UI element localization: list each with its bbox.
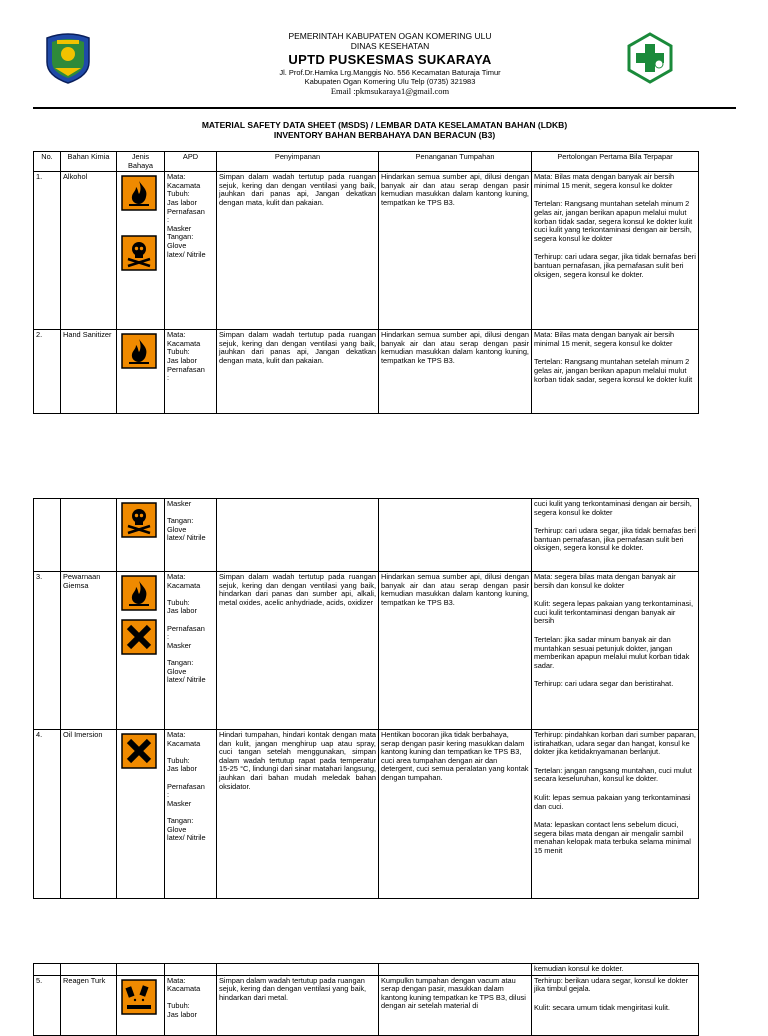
apd-respiration: Pernafasan : — [167, 206, 205, 225]
apd-body: Tubuh: Jas labor — [167, 347, 197, 365]
col-header-spill: Penanganan Tumpahan — [379, 152, 532, 172]
harmful-x-icon — [121, 619, 157, 655]
storage-cell: Simpan dalam wadah tertutup pada ruangan sejuk, kering dan dengan ventilasi yang baik, jauhkan dari panas api, Jangan dekatkan dengan mata, kulit dan pakaian. — [217, 330, 379, 414]
empty-cell — [165, 964, 217, 976]
apd-mask: Masker — [167, 798, 192, 808]
first-aid-ingest: Tertelan: jangan rangsang muntahan, cuci mulut secara keseluruhan, konsul ke dokter. — [534, 765, 692, 784]
apd-hand: Tangan: Glove latex/ Nitrile — [167, 657, 206, 685]
storage-cell: Simpan dalam wadah tertutup pada ruangan sejuk, kering dan dengan ventilasi yang baik, jauhkan dari panas api, Jangan dekatkan dengan mata, kulit dan pakaian. — [217, 172, 379, 330]
title-line: MATERIAL SAFETY DATA SHEET (MSDS) / LEMBAR DATA KESELAMATAN BAHAN (LDKB) — [201, 120, 568, 130]
flammable-icon — [121, 575, 157, 611]
first-aid-cell: kemudian konsul ke dokter. — [532, 964, 699, 976]
apd-cell — [165, 975, 217, 1035]
apd-hand: Tangan: Glove latex/ Nitrile — [167, 232, 206, 259]
col-header-apd: APD — [165, 152, 217, 172]
table-row — [34, 172, 699, 330]
apd-cell — [165, 730, 217, 899]
department-name: DINAS KESEHATAN — [350, 41, 430, 51]
first-aid-inhale: Terhirup: cari udara segar, jika tidak bernafas beri bantuan pernafasan, jika pernafasan sulit beri oksigen, segera konsul ke dokter. — [534, 252, 696, 279]
corrosive-icon — [121, 979, 157, 1015]
apd-respiration: Pernafasan : — [167, 623, 205, 642]
apd-eye: Mata: Kacamata — [167, 975, 201, 994]
empty-cell — [61, 964, 117, 976]
harmful-x-icon — [121, 733, 157, 769]
document-title — [33, 120, 736, 140]
empty-cell — [34, 964, 61, 976]
table-header-row — [34, 152, 699, 172]
col-header-hazard: Jenis Bahaya — [117, 152, 165, 172]
apd-respiration: Pernafasan : — [167, 364, 205, 383]
apd-cell — [165, 499, 217, 572]
toxic-skull-icon — [121, 502, 157, 538]
chemical-name: Reagen Turk — [61, 975, 117, 1035]
hazard-cell — [117, 330, 165, 414]
table-row-continued — [34, 964, 699, 976]
col-header-no: No. — [34, 152, 61, 172]
hazard-cell — [117, 730, 165, 899]
first-aid-inhale: Terhirup: pindahkan korban dari sumber paparan, istirahatkan, udara segar dan hangat, konsul ke dokter jika ketidaknyamanan berlanjut. — [534, 730, 696, 757]
row-number: 4. — [34, 730, 61, 899]
apd-cell — [165, 330, 217, 414]
spill-cell: Hentikan bocoran jika tidak berbahaya, serap dengan pasir kering masukkan dalam kantong kuning dan tempatkan ke TPS B3, cuci area tumpahan dengan air dan detergent, cuci semua peralatan yang kontak dengan tumpahan. — [379, 730, 532, 899]
institution-name: UPTD PUSKESMAS SUKARAYA — [288, 52, 492, 67]
row-number: 5. — [34, 975, 61, 1035]
address-line: Kabupaten Ogan Komering Ulu Telp (0735) 321983 — [304, 77, 476, 86]
col-header-storage: Penyimpanan — [217, 152, 379, 172]
title-line: INVENTORY BAHAN BERBAHAYA DAN BERACUN (B3) — [273, 130, 496, 140]
hazard-cell — [117, 172, 165, 330]
first-aid-skin: cuci kulit yang terkontaminasi dengan air bersih, segera konsul ke dokter — [534, 499, 692, 517]
apd-eye: Mata: Kacamata — [167, 330, 201, 348]
first-aid-skin: Kulit: secara umum tidak mengiritasi kulit. — [534, 1002, 670, 1012]
spill-cell: Hindarkan semua sumber api, dilusi dengan banyak air dan atau serap dengan pasir kemudian masukkan dalam kantong kuning, tempatkan ke TPS B3. — [379, 572, 532, 730]
flammable-icon — [121, 175, 157, 211]
apd-cell — [165, 172, 217, 330]
chemical-name: Pewarnaan Giemsa — [61, 572, 117, 730]
apd-eye: Mata: Kacamata — [167, 572, 201, 590]
first-aid-cell — [532, 730, 699, 899]
empty-cell — [379, 964, 532, 976]
chemical-name: Oil Imersion — [61, 730, 117, 899]
letterhead-text — [180, 31, 600, 96]
empty-cell — [117, 964, 165, 976]
apd-respiration: Pernafasan : — [167, 781, 205, 800]
puskesmas-logo — [626, 32, 674, 84]
row-number: 1. — [34, 172, 61, 330]
hazard-cell — [117, 499, 165, 572]
spill-cell: Kumpulkn tumpahan dengan vacum atau serap dengan pasir, masukkan dalam kantong kuning tempatkan ke TPS B3, dilusi dengan air setelah material di — [379, 975, 532, 1035]
header-divider — [33, 107, 736, 109]
msds-table-page-1 — [33, 151, 699, 414]
storage-cell: Hindari tumpahan, hindari kontak dengan mata dan kulit, jangan menghirup uap atau spray, cuci tangan setelah menggunakan, simpan dalam wadah tertutup rapat pada temperatur 15-25 °C, lindungi dari sinar matahari langsung, jauhkan dari bahan mudah meledak bahan oksidator. — [217, 730, 379, 899]
apd-mask: Masker — [167, 640, 192, 650]
col-header-first-aid: Pertolongan Pertama Bila Terpapar — [532, 152, 699, 172]
address-line: Jl. Prof.Dr.Hamka Lrg.Manggis No. 556 Kecamatan Baturaja Timur — [279, 68, 501, 77]
table-row — [34, 730, 699, 899]
msds-table-page-3 — [33, 963, 699, 1036]
first-aid-cell — [532, 499, 699, 572]
storage-cell: Simpan dalam wadah tertutup pada ruangan sejuk, kering dan dengan ventilasi yang baik, hindarkan dari panas dan sumber api, alkali, metal oxides, acelic anhydriade, acids, oxidizer — [217, 572, 379, 730]
table-row-continued — [34, 499, 699, 572]
first-aid-inhale: Terhirup: cari udara segar, jika tidak bernafas beri bantuan pernafasan, jika pernafasan sulit beri oksigen, segera konsul ke dokter. — [534, 526, 696, 553]
empty-cell — [34, 499, 61, 572]
email-line: Email :pkmsukaraya1@gmail.com — [330, 86, 450, 96]
first-aid-eye: Mata: Bilas mata dengan banyak air bersih minimal 15 menit, segera konsul ke dokter — [534, 330, 675, 348]
chemical-name: Hand Sanitizer — [61, 330, 117, 414]
government-name: PEMERINTAH KABUPATEN OGAN KOMERING ULU — [288, 31, 492, 41]
first-aid-ingest: Tertelan: Rangsang muntahan setelah minum 2 gelas air, jangan berikan apapun melalui mulut korban tidak sadar, segera konsul ke dokter kulit cuci kulit yang terkontaminasi dengan air bersih, segera konsul ke dokter — [534, 199, 693, 243]
apd-cell — [165, 572, 217, 730]
apd-eye: Mata: Kacamata — [167, 730, 201, 748]
table-row — [34, 330, 699, 414]
first-aid-eye: Mata: Bilas mata dengan banyak air bersih minimal 15 menit, segera konsul ke dokter — [534, 172, 675, 190]
msds-table-page-2 — [33, 498, 699, 899]
first-aid-eye: Mata: segera bilas mata dengan banyak air bersih dan konsul ke dokter — [534, 572, 676, 590]
first-aid-eye: Mata: lepaskan contact lens sebelum dicuci, segera bilas mata dengan air mengalir sambil menahan kelopak mata terbuka selama minimal 15 menit — [534, 820, 691, 855]
first-aid-inhale: Terhirup: berikan udara segar, konsul ke dokter jika timbul gejala. — [534, 975, 689, 994]
regency-emblem-logo — [43, 32, 93, 84]
first-aid-skin: Kulit: lepas semua pakaian yang terkontaminasi dan cuci. — [534, 792, 691, 811]
first-aid-inhale: Terhirup: cari udara segar dan beristirahat. — [534, 679, 674, 689]
spill-cell: Hindarkan semua sumber api, dilusi dengan banyak air dan atau serap dengan pasir kemudian masukkan dalam kantong kuning, tempatkan ke TPS B3. — [379, 172, 532, 330]
apd-hand: Tangan: Glove latex/ Nitrile — [167, 516, 206, 543]
spill-cell: Hindarkan semua sumber api, dilusi dengan banyak air dan atau serap dengan pasir kemudian masukkan dalam kantong kuning, tempatkan ke TPS B3. — [379, 330, 532, 414]
empty-cell — [217, 499, 379, 572]
first-aid-ingest: Tertelan: Rangsang muntahan setelah minum 2 gelas air, jangan berikan apapun melalui mulut korban tidak sadar, segera konsul ke dokter kulit — [534, 357, 693, 384]
apd-body: Tubuh: Jas labor — [167, 755, 197, 774]
apd-body: Tubuh: Jas labor — [167, 1001, 197, 1019]
empty-cell — [379, 499, 532, 572]
letterhead — [0, 0, 768, 112]
first-aid-ingest: Tertelan: jika sadar minum banyak air dan muntahkan sesuai petunjuk dokter, jangan memberikan apapun melalui mulut korban tidak sadar. — [534, 634, 690, 670]
flammable-icon — [121, 333, 157, 369]
first-aid-cell — [532, 975, 699, 1035]
apd-body: Tubuh: Jas labor — [167, 597, 197, 616]
first-aid-cell — [532, 172, 699, 330]
chemical-name: Alkohol — [61, 172, 117, 330]
table-row — [34, 975, 699, 1035]
apd-eye: Mata: Kacamata — [167, 172, 201, 190]
hazard-cell — [117, 572, 165, 730]
apd-hand: Tangan: Glove latex/ Nitrile — [167, 815, 206, 843]
storage-cell: Simpan dalam wadah tertutup pada ruangan sejuk, kering dan dengan ventilasi yang baik, hindarkan dari metal. — [217, 975, 379, 1035]
toxic-skull-icon — [121, 235, 157, 271]
apd-mask: Masker — [167, 499, 192, 508]
row-number: 3. — [34, 572, 61, 730]
apd-body: Tubuh: Jas labor — [167, 189, 197, 207]
apd-mask: Masker — [167, 223, 192, 233]
hazard-cell — [117, 975, 165, 1035]
first-aid-cell — [532, 330, 699, 414]
row-number: 2. — [34, 330, 61, 414]
table-row — [34, 572, 699, 730]
col-header-name: Bahan Kimia — [61, 152, 117, 172]
empty-cell — [217, 964, 379, 976]
first-aid-cell — [532, 572, 699, 730]
empty-cell — [61, 499, 117, 572]
first-aid-skin: Kulit: segera lepas pakaian yang terkontaminasi, cuci kulit terkontaminasi dengan banyak air bersih — [534, 599, 693, 626]
